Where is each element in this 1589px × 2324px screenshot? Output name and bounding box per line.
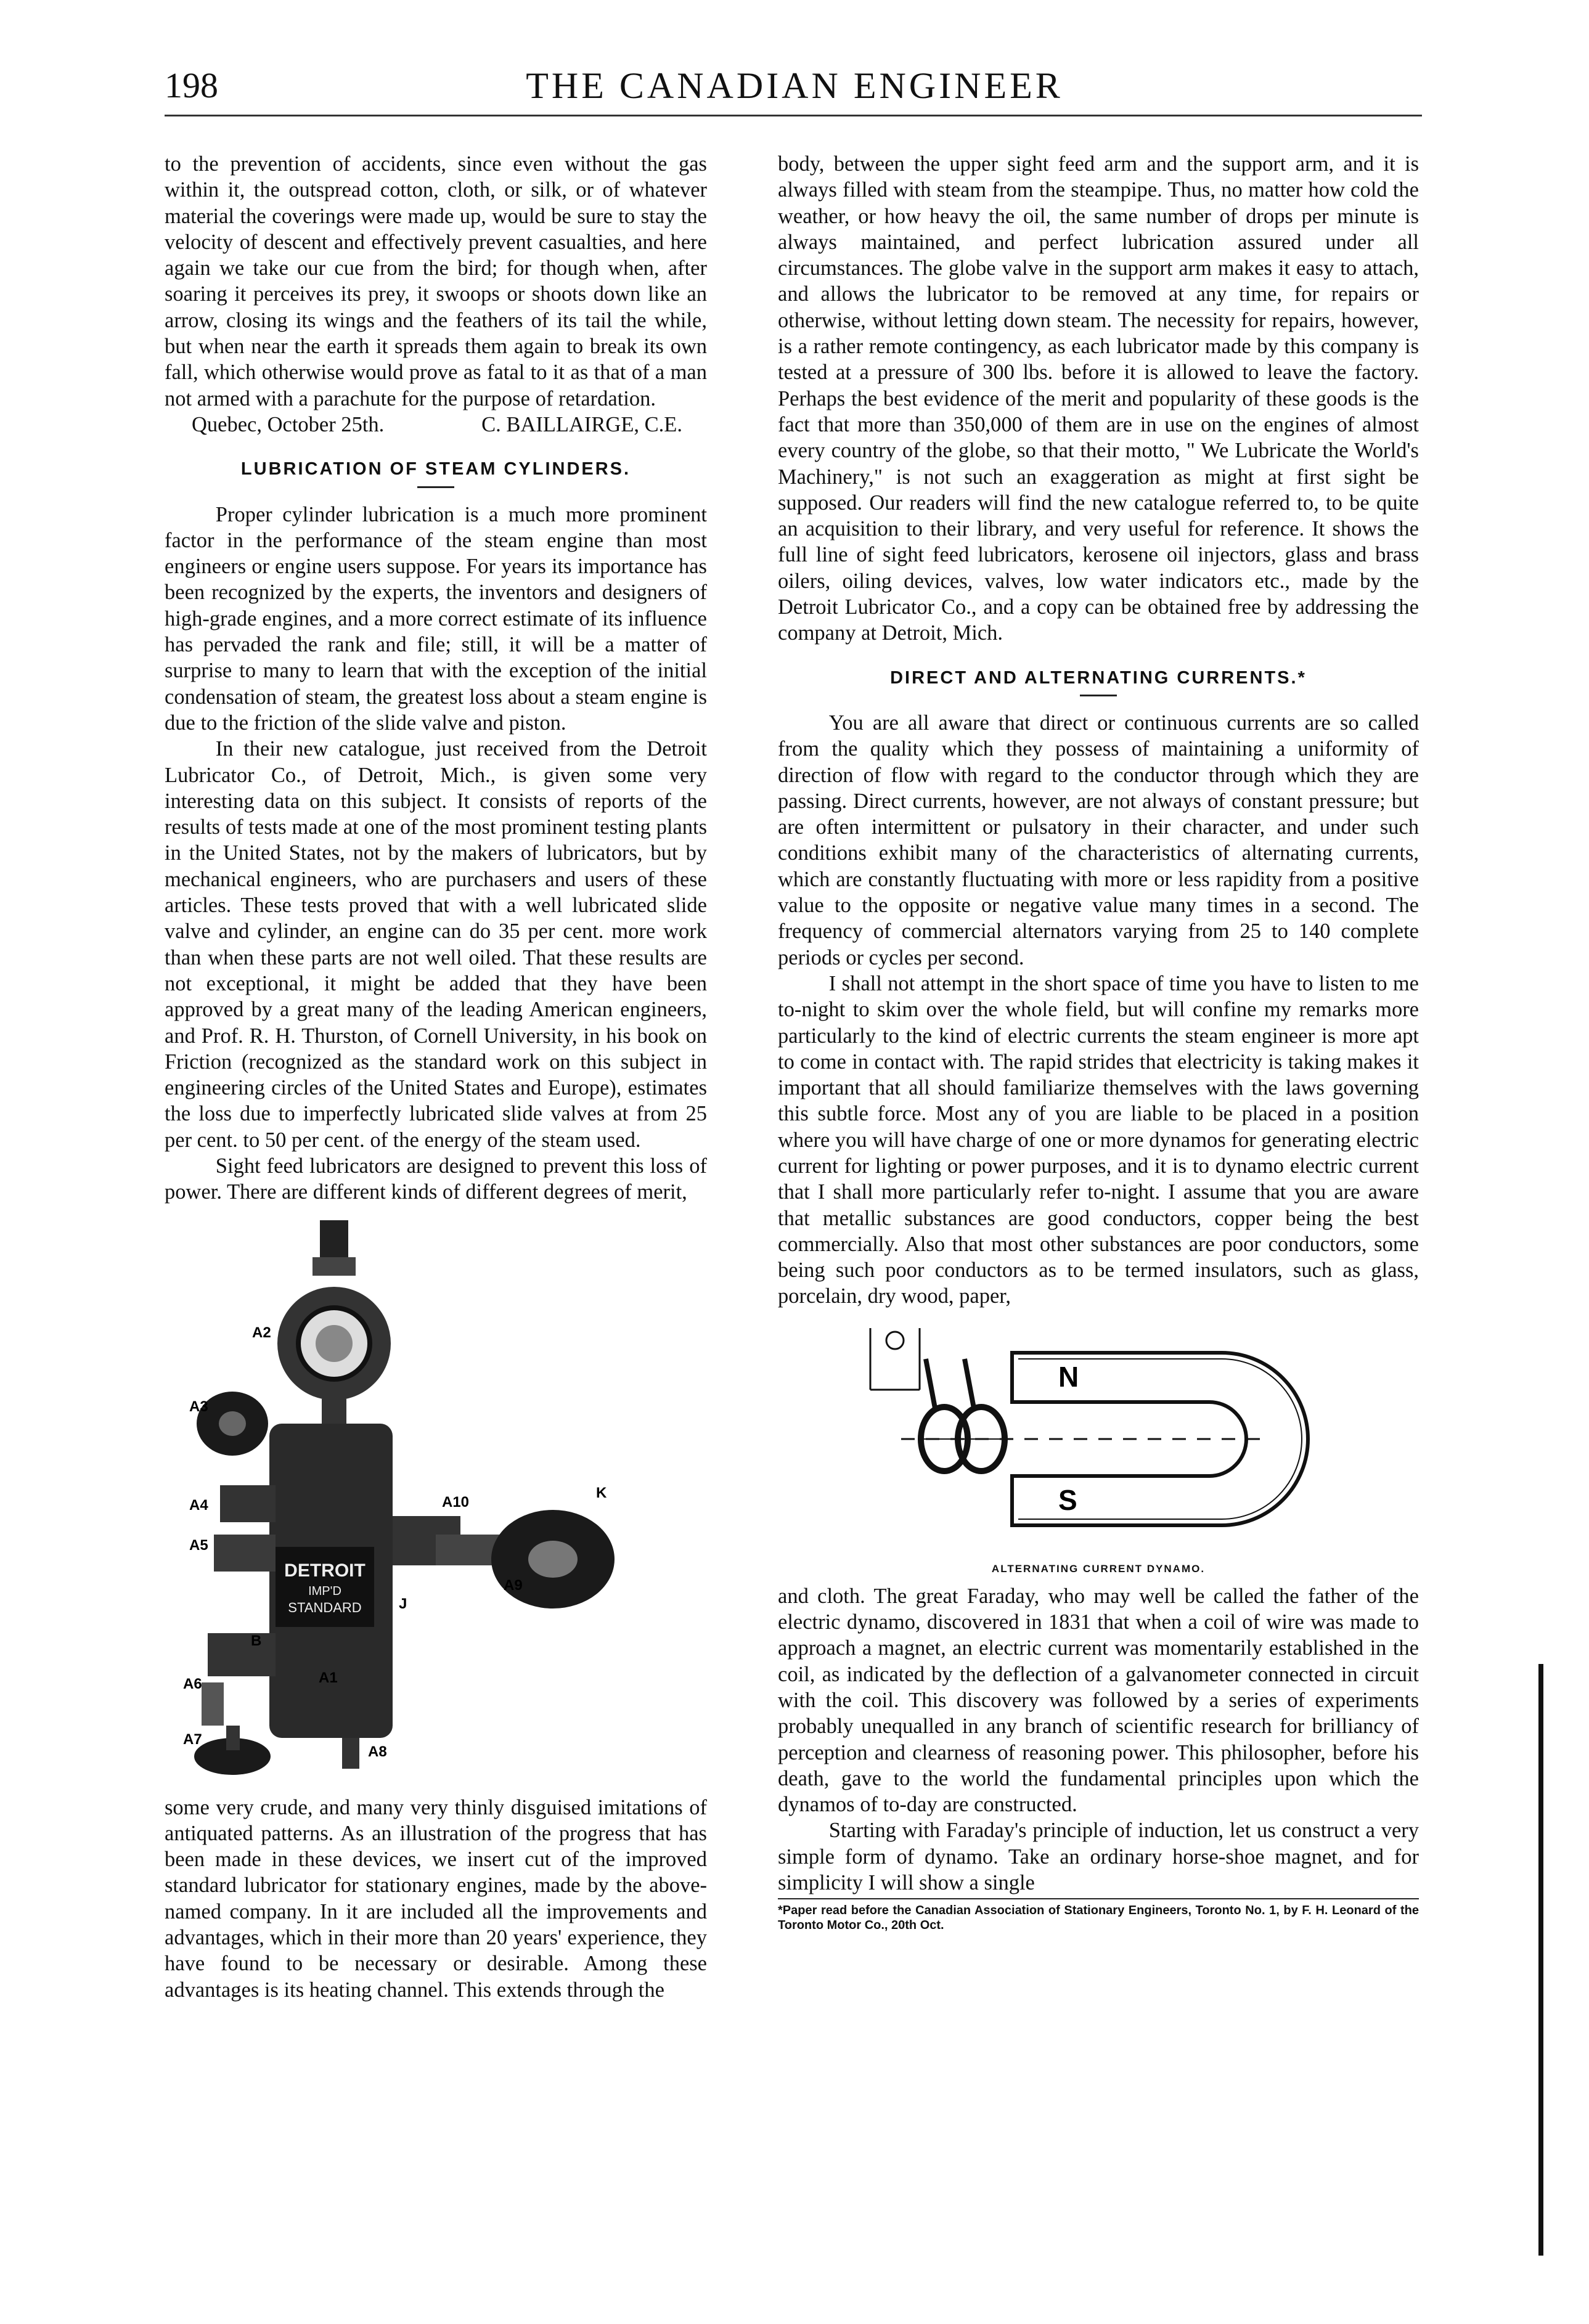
label-a5: A5 xyxy=(189,1536,208,1554)
currents-paragraph-4: Starting with Faraday's principle of induction, let us construct a very simple form of dynamo. Take an ordinary horse-shoe magnet, and for simplicity I will show a single xyxy=(778,1819,1419,1895)
lubrication-paragraph-4: some very crude, and many very thinly disguised imitations of antiquated patterns. As an illustration of the progress that has been made in these devices, we insert cut of the improved standard lubricator for stationary engines, made by the above-named company. In it are included all the improvements and advantages, which in their more than 20 years' experience, they have found to be necessary or desirable. Among these advantages is its heating channel. This extends through the xyxy=(165,1795,707,2002)
plate-line-3: STANDARD xyxy=(288,1599,362,1615)
label-a6: A6 xyxy=(183,1675,202,1692)
label-b: B xyxy=(251,1632,262,1649)
dynamo-caption: ALTERNATING CURRENT DYNAMO. xyxy=(991,1563,1206,1575)
place-date: Quebec, October 25th. xyxy=(192,412,385,436)
page-number: 198 xyxy=(165,65,218,105)
page-header xyxy=(0,65,1589,120)
section-divider xyxy=(417,486,454,488)
plate-line-1: DETROIT xyxy=(284,1560,366,1581)
label-a2: A2 xyxy=(252,1324,271,1341)
dynamo-diagram xyxy=(778,1322,1419,1550)
currents-paragraph-2: I shall not attempt in the short space of time you have to listen to me to-night to skim over the whole field, but will confine my remarks more particularly to the kind of electric currents the steam engineer is more apt to come in contact with. The rapid strides that electricity is taking makes it important that all should familiarize themselves with the laws governing this subtle force. Most any of you are liable to be placed in a position where you will have charge of one or more dynamos for generating electric current for lighting or power purposes, and it is to dynamo electric current that I shall more particularly refer to-night. I assume that you are aware that metallic substances are good conductors, copper being the best commercially. Also that most other substances are poor conductors, some being such poor conductors as to be termed insulators, such as glass, porcelain, dry wood, paper, xyxy=(778,971,1419,1308)
signature-line xyxy=(165,412,707,438)
label-j: J xyxy=(399,1595,407,1612)
lubrication-paragraph-1: Proper cylinder lubrication is a much more prominent factor in the performance of the steam engine than most engineers or engine users suppose. For years its importance has been recognized by the experts, the inventors and designers of high-grade engines, and a more correct estimate of its influence has pervaded the rank and file; still, it will be a matter of surprise to many to learn that with the exception of the initial condensation of steam, the greatest loss about a steam engine is due to the friction of the slide valve and piston. xyxy=(165,502,707,735)
label-a10: A10 xyxy=(442,1493,470,1511)
plate-line-2: IMP'D xyxy=(308,1584,341,1598)
label-a9: A9 xyxy=(504,1576,523,1594)
journal-title: THE CANADIAN ENGINEER xyxy=(526,65,1063,106)
lubricator-continued-paragraph: body, between the upper sight feed arm and the support arm, and it is always filled with steam from the steampipe. Thus, no matter how cold the weather, or how heavy the oil, the same number of drops per minute is always maintained, and perfect lubrication assured under all circumstances. The globe valve in the support arm makes it easy to attach, and allows the lubricator to be removed at any time, for repairs or otherwise, without letting down steam. The necessity for repairs, however, is a rather remote contingency, as each lubricator made by this company is tested at a pressure of 300 lbs. before it is allowed to leave the factory. Perhaps the best evidence of the merit and popularity of these goods is the fact that more than 350,000 of them are in use on the engines of almost every country of the globe, so that their motto, " We Lubricate the World's Machinery," is not such an exaggeration as might at first sight be supposed. Our readers will find the new catalogue referred to, to be quite an acquisition to their library, and very useful for reference. It shows the full line of sight feed lubricators, kerosene oil injectors, glass and brass oilers, oiling devices, valves, low water indicators etc., made by the Detroit Lubricator Co., and a copy can be obtained free by addressing the company at Detroit, Mich. xyxy=(778,152,1419,645)
left-column xyxy=(165,151,707,2003)
lubricator-illustration xyxy=(165,1214,707,1787)
currents-paragraph-3: and cloth. The great Faraday, who may well be called the father of the electric dynamo, discovered in 1831 that when a coil of wire was made to approach a magnet, an electric current was momentarily established in the coil, as indicated by the deflection of a galvanometer connected in circuit with the coil. This discovery was followed by a series of experiments probably unequalled in any branch of scientific research for brilliancy of perception and clearness of reasoning power. This philosopher, before his death, gave to the world the fundamental principles upon which the dynamos of to-day are constructed. xyxy=(778,1584,1419,1817)
lubricator-figure xyxy=(165,1214,707,1787)
header-rule xyxy=(165,115,1422,116)
dynamo-figure xyxy=(778,1322,1419,1581)
label-a3: A3 xyxy=(189,1398,208,1415)
label-a8: A8 xyxy=(368,1743,387,1760)
lubrication-paragraph-3: Sight feed lubricators are designed to prevent this loss of power. There are different kinds of different degrees of merit, xyxy=(165,1154,707,1204)
currents-paragraph-1: You are all aware that direct or continuous currents are so called from the quality which they possess of maintaining a uniformity of direction of flow with regard to the conductor through which they are passing. Direct currents, however, are not always of constant pressure; but are often intermittent or pulsatory in their character, and under such conditions exhibit many of the characteristics of alternating currents, which are constantly fluctuating with more or less rapidity from a positive value to the opposite or negative value many times in a second. The frequency of commercial alternators varying from 25 to 140 complete periods or cycles per second. xyxy=(778,711,1419,969)
section-title-currents: DIRECT AND ALTERNATING CURRENTS.* xyxy=(890,667,1307,688)
section-title-lubrication: LUBRICATION OF STEAM CYLINDERS. xyxy=(240,459,631,479)
label-a7: A7 xyxy=(183,1731,202,1748)
right-column xyxy=(778,151,1419,1933)
author-signature: C. BAILLAIRGE, C.E. xyxy=(481,412,682,436)
label-a1: A1 xyxy=(319,1669,338,1686)
pole-n-label: N xyxy=(1058,1360,1079,1393)
scan-edge-mark xyxy=(1538,1664,1543,2256)
lubrication-paragraph-2: In their new catalogue, just received from the Detroit Lubricator Co., of Detroit, Mich., is given some very interesting data on this subject. It consists of reports of the results of tests made at one of the most prominent testing plants in the United States, not by the makers of lubricators, but by mechanical engineers, who are purchasers and users of these articles. These tests proved that with a well lubricated slide valve and cylinder, an engine can do 35 per cent. more work than when these parts are not well oiled. That these results are not exceptional, it might be added that they have been approved by a great many of the leading American engineers, and Prof. R. H. Thurston, of Cornell University, in his book on Friction (recognized as the standard work on this subject in engineering circles of the United States and Europe), estimates the loss due to imperfectly lubricated slide valves at from 25 per cent. to 50 per cent. of the energy of the steam used. xyxy=(165,737,707,1152)
footnote: *Paper read before the Canadian Association of Stationary Engineers, Toronto No. 1, by F. H. Leonard of the Toronto Motor Co., 20th Oct. xyxy=(778,1898,1419,1933)
intro-paragraph: to the prevention of accidents, since even without the gas within it, the outspread cotton, cloth, or silk, or of whatever material the coverings were made up, would be sure to stay the velocity of descent and effectively prevent casualties, and here again we take our cue from the bird; for though when, after soaring it perceives its prey, it swoops or shoots down like an arrow, closing its wings and the feathers of its tail the while, but when near the earth it spreads them again to break its own fall, which otherwise would prove as fatal to it as that of a man not armed with a parachute for the purpose of retardation. xyxy=(165,152,707,410)
label-a4: A4 xyxy=(189,1496,208,1514)
pole-s-label: S xyxy=(1058,1483,1077,1516)
label-k: K xyxy=(596,1484,607,1501)
section-divider xyxy=(1080,695,1117,696)
